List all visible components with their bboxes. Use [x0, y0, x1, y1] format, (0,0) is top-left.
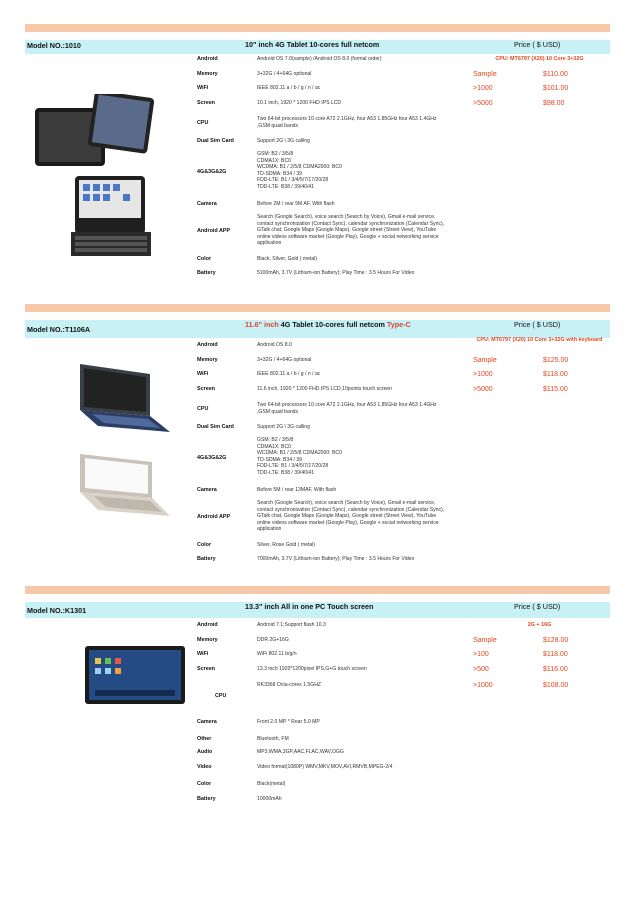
spec-key: Android: [197, 622, 218, 628]
product-title: 10" inch 4G Tablet 10-cores full netcom: [245, 40, 380, 49]
spec-value: Search (Google Search), voice search (Search by Voice), Gmail e-mail service, contact synchronization (Contact Sync), calendar synchronization (Calendar Sync), GTalk chat, Google Maps (Google Maps), Google street (Street View), YouTube online videos software market (Google Play), Google + social networking service application: [257, 500, 445, 533]
spec-key: CPU: [197, 120, 209, 126]
spec-value: IEEE 802.11 a / b / g / n / ac: [257, 85, 321, 91]
spec-value: 3+32G / 4+64G optional: [257, 71, 312, 77]
tier-price: $116.00: [543, 666, 568, 673]
model-number: Model NO.:T1106A: [27, 325, 91, 334]
spec-value: 3+32G / 4+64G optional: [257, 357, 312, 363]
cpu-note: CPU: MT6797 (X20) 10 Core 3+32G with keyboard: [476, 337, 603, 343]
section-divider: [25, 586, 610, 594]
spec-value: 10000mAh: [257, 796, 282, 802]
spec-value: DDR 2G+16G: [257, 637, 289, 643]
cpu-note: CPU: MT6797 (X20) 10 Core 3+32G: [495, 56, 584, 62]
cpu-label: CPU: [215, 693, 227, 699]
spec-key: Battery: [197, 796, 216, 802]
spec-key: Screen: [197, 386, 215, 392]
title-size: 11.6" inch: [245, 320, 279, 329]
model-number: Model NO.:K1301: [27, 606, 87, 615]
spec-value: 13.3 inch 1920*1200pixel IPS,G+G touch screen: [257, 666, 367, 672]
spec-value: GSM: B2 / 3/5/8 CDMA1X: BC0 WCDMA: B1 / 2/5/8 CDMA2000: BC0 TD-SDMA: B34 / 39 FDD-LTE: B1 / 3/4/5/7/17/20/28 TDD-LTE: B38 / 39/40/41: [257, 437, 342, 476]
spec-key: Screen: [197, 666, 215, 672]
product-header: [25, 602, 610, 618]
spec-value: Support 2G \ 3G calling: [257, 424, 310, 430]
spec-key: Android APP: [197, 514, 231, 520]
quantity-tier: >1000: [473, 371, 493, 378]
spec-key: Memory: [197, 637, 218, 643]
spec-key: Other: [197, 736, 212, 742]
product-header: [25, 40, 610, 54]
spec-key: Dual Sim Card: [197, 138, 234, 144]
spec-key: Camera: [197, 719, 217, 725]
spec-value: Two 64-bit processors 10 core A72 2.1GHz, four A53 1.85GHz four A53 1.4GHz ,GSM quad bands: [257, 402, 437, 415]
spec-key: 4G&3G&2G: [197, 455, 227, 461]
price-header: Price ( $ USD): [514, 602, 561, 611]
quantity-tier: >500: [473, 666, 489, 673]
spec-key: Audio: [197, 749, 213, 755]
spec-key: 4G&3G&2G: [197, 169, 227, 175]
spec-key: Color: [197, 781, 212, 787]
product-title: [245, 320, 411, 329]
tier-price: $115.00: [543, 386, 568, 393]
spec-key: Battery: [197, 270, 216, 276]
spec-value: Silver, Rose Gold ( metal): [257, 542, 316, 548]
spec-value: Bluetooth, FM: [257, 736, 289, 742]
spec-key: Memory: [197, 71, 218, 77]
spec-value: MP3,WMA,3GP,AAC,FLAC,WAV,OGG: [257, 749, 344, 755]
section-divider: [25, 304, 610, 312]
spec-value: 7000mAh, 3.7V (Lithium-ion Battery); Play Time : 3.5 Hours For Video: [257, 556, 415, 562]
spec-value: WiFi 802.11 b/g/n: [257, 651, 297, 657]
spec-value: Search (Google Search), voice search (Search by Voice), Gmail e-mail service, contact synchronization (Contact Sync), calendar synchronization (Calendar Sync), GTalk chat, Google Maps (Google Maps), Google street (Street View), YouTube online videos software market (Google Play), Google + social networking service application: [257, 214, 445, 247]
spec-value: Android 7.1;Support flash 10.3: [257, 622, 326, 628]
spec-key: Dual Sim Card: [197, 424, 234, 430]
all-in-one-pc-image: [85, 646, 185, 704]
spec-value: Before 2M / rear 5M AF, With flash: [257, 201, 335, 207]
tablet-image: [35, 94, 185, 264]
tablet-keyboard-image: [70, 364, 180, 524]
price-header: Price ( $ USD): [514, 40, 561, 49]
quantity-tier: >5000: [473, 100, 493, 107]
spec-key: Android: [197, 56, 218, 62]
spec-key: WiFi: [197, 651, 209, 657]
cpu-note: 2G + 16G: [527, 622, 552, 628]
price-header: Price ( $ USD): [514, 320, 561, 329]
spec-value: Front 2.0 MP * Rear 5.0 MP: [257, 719, 320, 725]
model-number: Model NO.:1010: [27, 41, 81, 50]
tier-price: $98.00: [543, 100, 565, 107]
spec-value: Android OS 7.0(sample) /Android OS 8.0 (formal order): [257, 56, 382, 62]
spec-key: Video: [197, 764, 212, 770]
spec-value: Two 64-bit processors 10 core A72 2.1GHz, four A53 1.85GHz four A53 1.4GHz ,GSM quad bands: [257, 116, 437, 129]
product-header: [25, 320, 610, 338]
spec-value: RK3368 Octa-cores 1.5GHZ: [257, 682, 321, 688]
spec-key: CPU: [197, 406, 209, 412]
tier-price: $125.00: [543, 357, 569, 364]
spec-value: Black, Silver, Gold ( metal): [257, 256, 318, 262]
quantity-tier: Sample: [473, 637, 497, 644]
spec-key: Camera: [197, 201, 217, 207]
spec-key: WiFi: [197, 85, 209, 91]
spec-value: 5100mAh, 3.7V (Lithium-ion Battery); Play Time : 3.5 Hours For Video: [257, 270, 415, 276]
spec-key: WiFi: [197, 371, 209, 377]
tier-price: $110.00: [543, 71, 568, 78]
quantity-tier: >1000: [473, 85, 493, 92]
spec-key: Memory: [197, 357, 218, 363]
spec-value: GSM: B2 / 3/5/8 CDMA1X: BC0 WCDMA: B1 / 2/5/8 CDMA2000: BC0 TD-SDMA: B34 / 39 FDD-LTE: B1 / 3/4/5/7/17/20/28 TDD-LTE: B38 / 39/40/41: [257, 151, 342, 190]
spec-key: Screen: [197, 100, 215, 106]
tier-price: $108.00: [543, 682, 569, 689]
title-type: Type-C: [386, 320, 411, 329]
quantity-tier: >5000: [473, 386, 493, 393]
spec-value: Black(metal): [257, 781, 286, 787]
tier-price: $128.00: [543, 637, 569, 644]
spec-value: IEEE 802.11 a / b / g / n / ac: [257, 371, 321, 377]
quantity-tier: Sample: [473, 71, 497, 78]
quantity-tier: >1000: [473, 682, 493, 689]
spec-value: Support 2G \ 3G calling: [257, 138, 310, 144]
spec-value: 11.6 inch, 1920 * 1200 FHD IPS LCD,10points touch screen: [257, 386, 392, 392]
quantity-tier: >100: [473, 651, 489, 658]
tier-price: $101.00: [543, 85, 569, 92]
product-title: 13.3" inch All in one PC Touch screen: [245, 602, 374, 611]
spec-key: Android APP: [197, 228, 231, 234]
spec-value: Android OS 8.0: [257, 342, 292, 348]
title-main: 4G Tablet 10-cores full netcom: [278, 320, 387, 329]
tier-price: $118.00: [543, 651, 568, 658]
tier-price: $118.00: [543, 371, 568, 378]
spec-key: Color: [197, 256, 212, 262]
spec-value: Before 5M / rear 13MAF, With flash: [257, 487, 337, 493]
spec-key: Android: [197, 342, 218, 348]
spec-value: Video format(1080P) WMV,MKV,MOV,AVI,RMVB,MPEG-2/4: [257, 764, 393, 770]
quantity-tier: Sample: [473, 357, 497, 364]
spec-value: 10.1 inch, 1920 * 1200 FHD IPS LCD: [257, 100, 342, 106]
spec-key: Color: [197, 542, 212, 548]
section-divider: [25, 24, 610, 32]
spec-key: Camera: [197, 487, 217, 493]
spec-key: Battery: [197, 556, 216, 562]
